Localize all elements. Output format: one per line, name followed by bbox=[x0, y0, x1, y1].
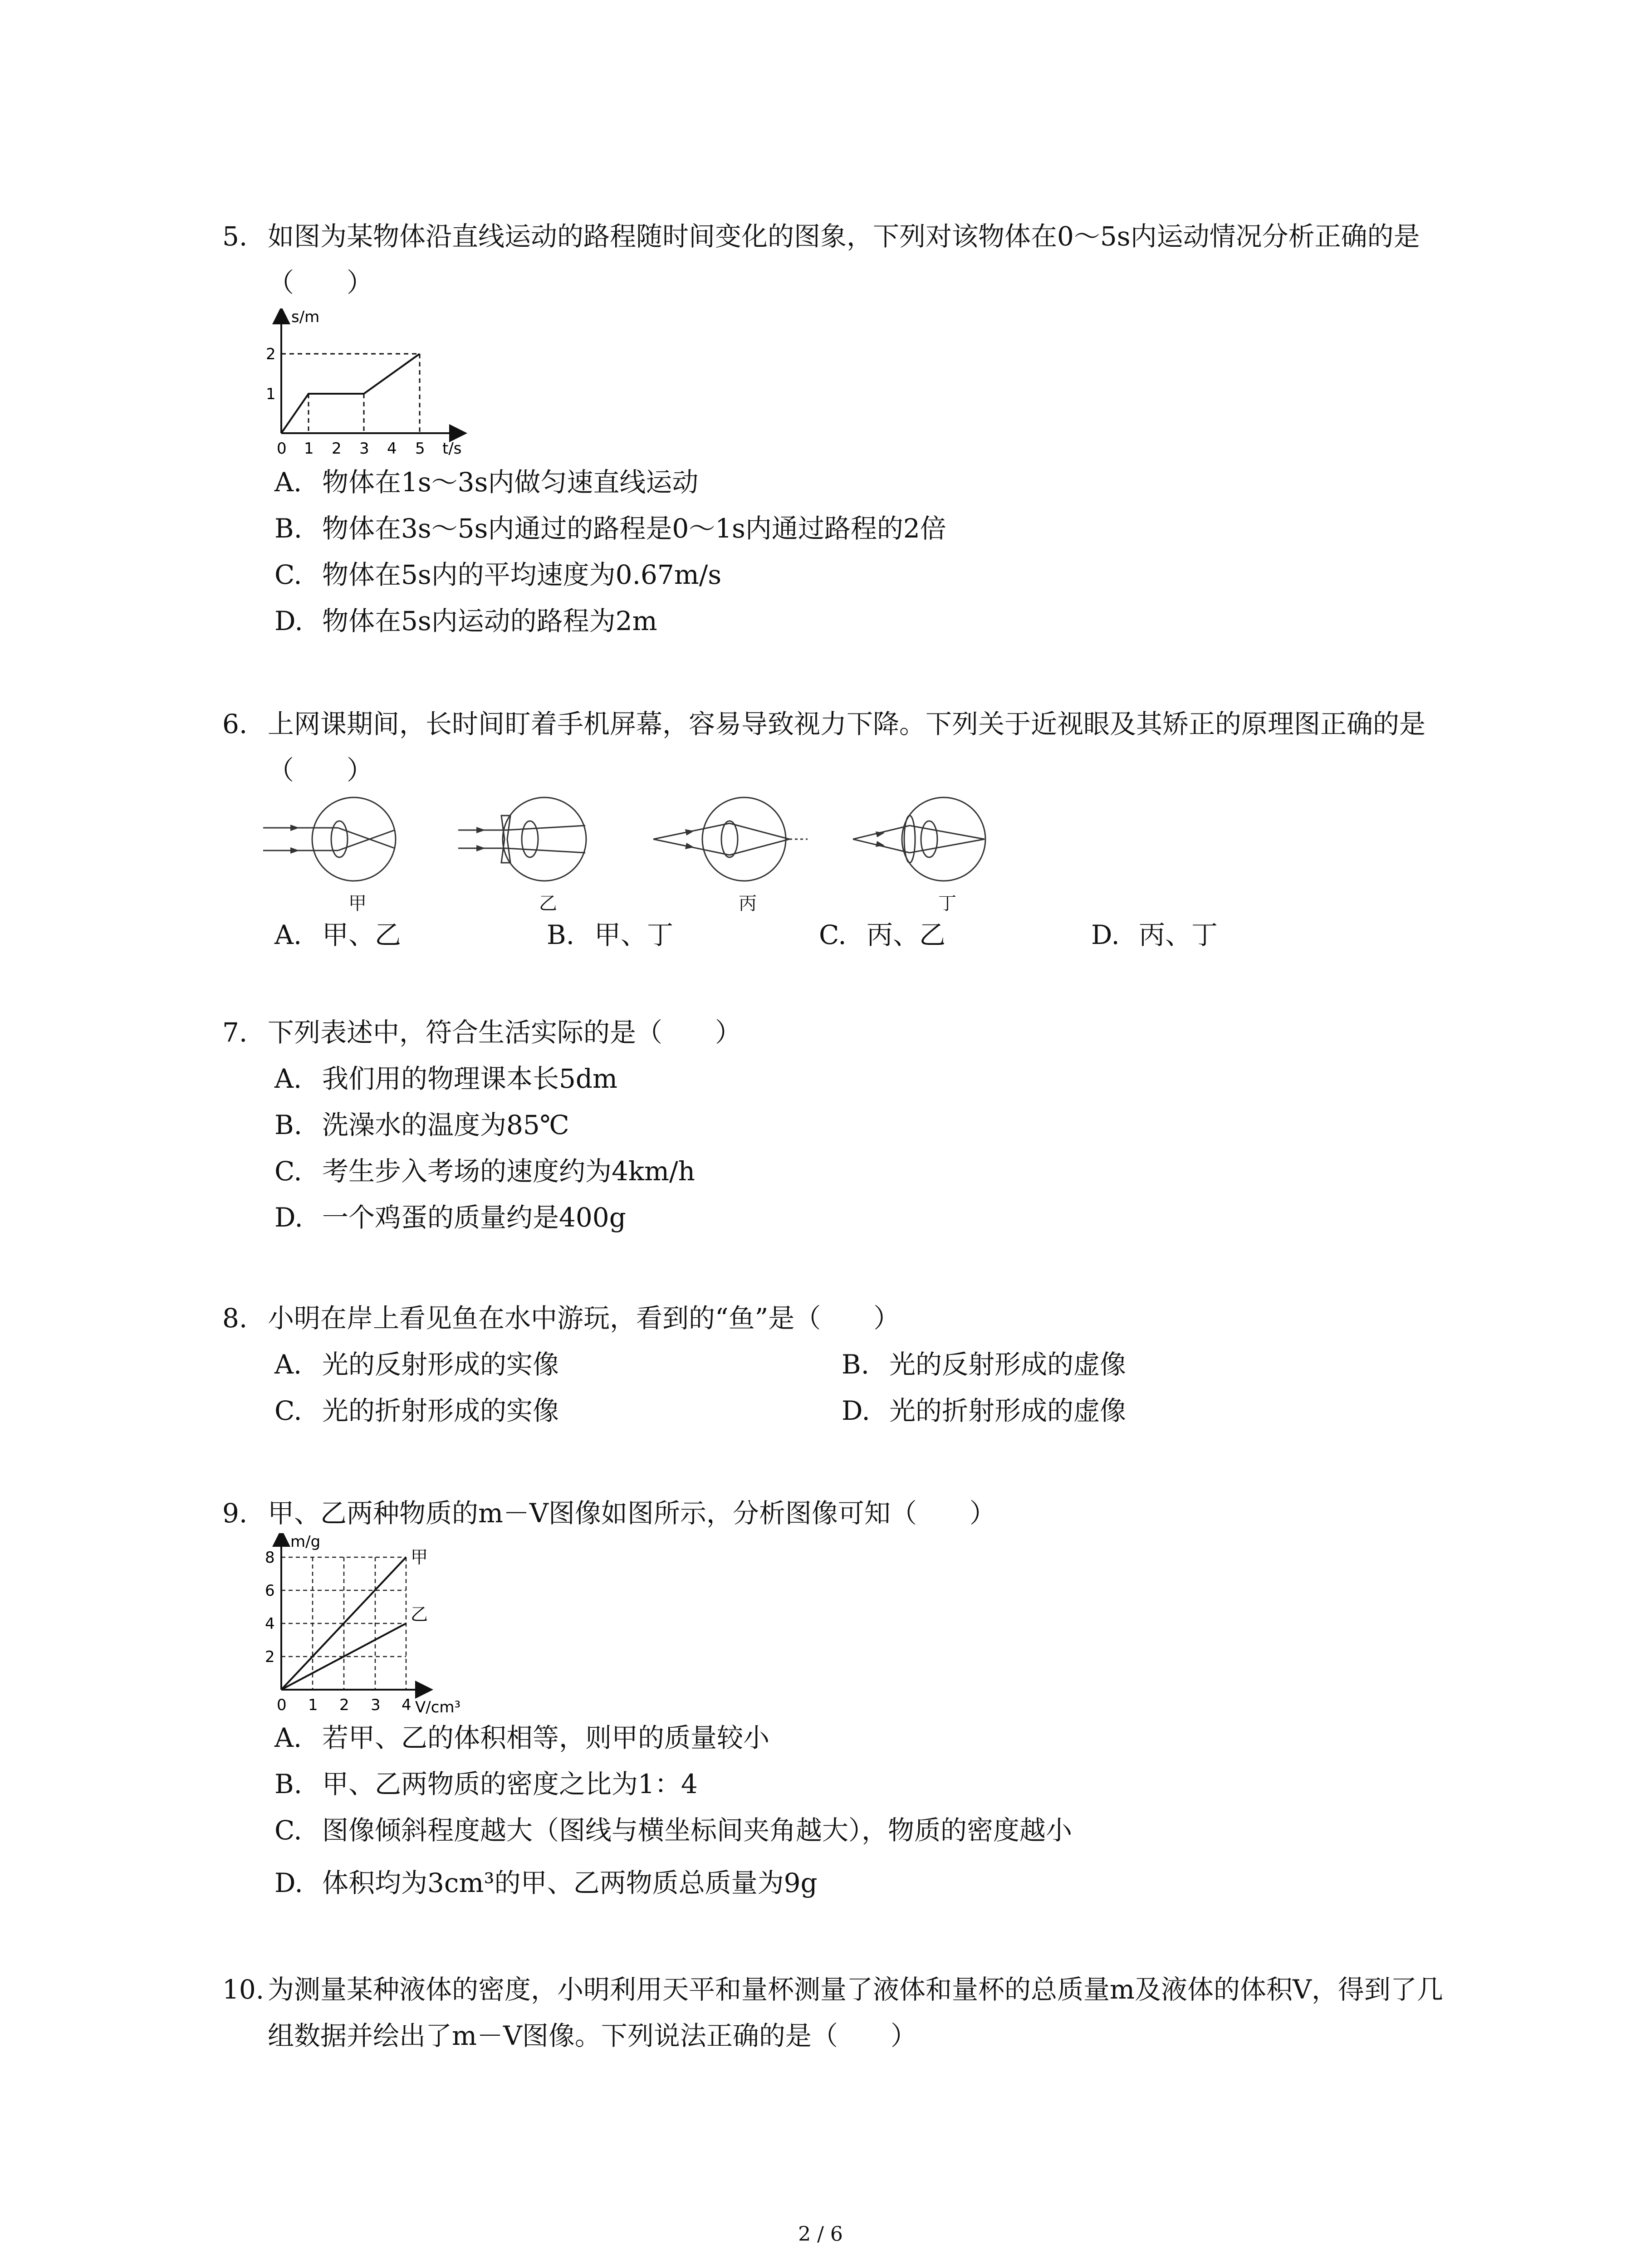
eye-diagram-ding bbox=[853, 797, 985, 881]
page-number: 2 / 6 bbox=[798, 2223, 843, 2246]
eye-diagram-yi bbox=[458, 797, 586, 881]
x-tick-label: 2 bbox=[332, 440, 342, 458]
eye-diagram-bing bbox=[653, 797, 808, 881]
x-axis-label: t/s bbox=[442, 440, 462, 458]
option-b[interactable]: B. 洗澡水的温度为85℃ bbox=[274, 1110, 569, 1140]
option-a[interactable]: A. 我们用的物理课本长5dm bbox=[274, 1063, 618, 1094]
option-a[interactable]: A. 若甲、乙的体积相等，则甲的质量较小 bbox=[274, 1722, 770, 1753]
figure-caption: 丁 bbox=[938, 893, 956, 914]
question-8 bbox=[222, 1295, 1447, 1341]
y-tick-label: 8 bbox=[265, 1549, 275, 1567]
x-axis-label: V/cm³ bbox=[415, 1698, 461, 1715]
question-number: 6. bbox=[222, 709, 248, 739]
option-c[interactable]: C. 光的折射形成的实像 bbox=[274, 1395, 559, 1426]
x-tick-label: 0 bbox=[277, 1696, 287, 1714]
question-stem: 如图为某物体沿直线运动的路程随时间变化的图象，下列对该物体在0～5s内运动情况分析正确的是（ ） bbox=[268, 221, 1420, 298]
option-c[interactable]: C. 丙、乙 bbox=[819, 919, 946, 950]
option-c[interactable]: C. 考生步入考场的速度约为4km/h bbox=[274, 1156, 695, 1187]
question-stem: 为测量某种液体的密度，小明利用天平和量杯测量了液体和量杯的总质量m及液体的体积V，得到了几组数据并绘出了m－V图像。下列说法正确的是（ ） bbox=[268, 1974, 1443, 2051]
question-7 bbox=[222, 1009, 1447, 1056]
question-number: 9. bbox=[222, 1498, 248, 1529]
figure-caption: 丙 bbox=[739, 893, 757, 914]
figure-caption: 甲 bbox=[348, 893, 367, 914]
option-d[interactable]: D. 丙、丁 bbox=[1091, 919, 1218, 950]
question-number: 7. bbox=[222, 1017, 248, 1048]
question-6 bbox=[222, 701, 1447, 793]
option-a[interactable]: A. 甲、乙 bbox=[274, 919, 402, 950]
question-stem: 小明在岸上看见鱼在水中游玩，看到的“鱼”是（ ） bbox=[268, 1303, 900, 1334]
option-d[interactable]: D. 一个鸡蛋的质量约是400g bbox=[274, 1202, 626, 1233]
series-label-yi: 乙 bbox=[411, 1604, 428, 1624]
option-b[interactable]: B. 甲、丁 bbox=[547, 919, 674, 950]
question-number: 10. bbox=[222, 1974, 265, 2005]
question-number: 5. bbox=[222, 221, 248, 252]
x-tick-label: 4 bbox=[387, 440, 397, 458]
option-d[interactable]: D. 光的折射形成的虚像 bbox=[842, 1395, 1127, 1426]
option-d[interactable]: D. 物体在5s内运动的路程为2m bbox=[274, 606, 657, 636]
x-tick-label: 1 bbox=[308, 1696, 318, 1714]
x-tick-label: 5 bbox=[415, 440, 425, 458]
y-tick-label: 4 bbox=[265, 1615, 275, 1633]
figure-caption: 乙 bbox=[539, 893, 557, 914]
question-5 bbox=[222, 213, 1447, 306]
y-axis-label: s/m bbox=[291, 308, 320, 326]
option-a[interactable]: A. 物体在1s～3s内做匀速直线运动 bbox=[274, 467, 699, 498]
x-tick-label: 2 bbox=[339, 1696, 349, 1714]
question-stem: 下列表述中，符合生活实际的是（ ） bbox=[268, 1017, 742, 1048]
question-stem: 上网课期间，长时间盯着手机屏幕，容易导致视力下降。下列关于近视眼及其矫正的原理图正确的是（ ） bbox=[268, 709, 1426, 786]
y-tick-label: 6 bbox=[265, 1582, 275, 1600]
x-tick-label: 3 bbox=[371, 1696, 381, 1714]
y-tick-label: 2 bbox=[265, 1648, 275, 1666]
option-d[interactable]: D. 体积均为3cm³的甲、乙两物质总质量为9g bbox=[274, 1867, 818, 1898]
option-b[interactable]: B. 光的反射形成的虚像 bbox=[842, 1349, 1127, 1380]
y-axis-label: m/g bbox=[290, 1533, 321, 1551]
option-b[interactable]: B. 物体在3s～5s内通过的路程是0～1s内通过路程的2倍 bbox=[274, 513, 946, 544]
eye-diagrams bbox=[263, 794, 1034, 885]
option-a[interactable]: A. 光的反射形成的实像 bbox=[274, 1349, 559, 1380]
option-b[interactable]: B. 甲、乙两物质的密度之比为1：4 bbox=[274, 1769, 698, 1799]
question-stem: 甲、乙两种物质的m－V图像如图所示，分析图像可知（ ） bbox=[268, 1498, 996, 1529]
x-tick-label: 0 bbox=[277, 440, 287, 458]
option-c[interactable]: C. 图像倾斜程度越大（图线与横坐标间夹角越大），物质的密度越小 bbox=[274, 1815, 1073, 1846]
x-tick-label: 3 bbox=[359, 440, 369, 458]
mass-volume-graph bbox=[254, 1533, 490, 1715]
question-number: 8. bbox=[222, 1303, 248, 1334]
question-9 bbox=[222, 1490, 1447, 1536]
distance-time-graph bbox=[263, 308, 481, 463]
question-10 bbox=[222, 1966, 1447, 2059]
series-label-jia: 甲 bbox=[411, 1547, 428, 1567]
x-tick-label: 4 bbox=[402, 1696, 411, 1714]
option-c[interactable]: C. 物体在5s内的平均速度为0.67m/s bbox=[274, 559, 722, 590]
graph-line bbox=[281, 354, 420, 433]
eye-diagram-jia bbox=[263, 797, 396, 881]
x-tick-label: 1 bbox=[304, 440, 314, 458]
y-tick-label: 1 bbox=[266, 385, 276, 403]
y-tick-label: 2 bbox=[266, 345, 276, 363]
